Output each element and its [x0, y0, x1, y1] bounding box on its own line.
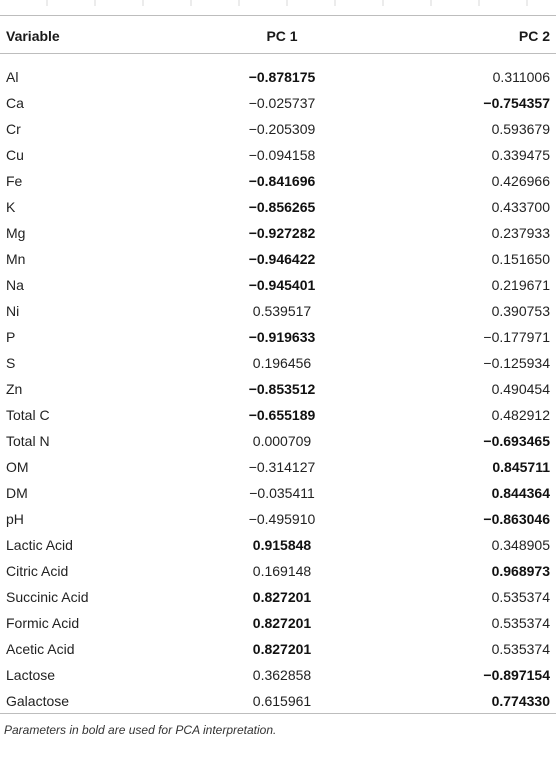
cell-pc1: 0.169148	[252, 563, 312, 579]
cell-pc2: 0.433700	[491, 199, 550, 215]
cell-variable: DM	[6, 485, 28, 501]
table-bottom-rule	[0, 713, 556, 714]
cell-variable: Mg	[6, 225, 26, 241]
table-top-rule	[0, 15, 556, 16]
table-row	[0, 298, 556, 324]
cell-pc2: −0.125934	[483, 355, 550, 371]
cell-pc1: −0.946422	[248, 251, 316, 267]
cell-pc2: 0.535374	[491, 589, 550, 605]
table-row	[0, 168, 556, 194]
cell-variable: S	[6, 355, 16, 371]
cell-pc2: −0.693465	[483, 433, 550, 449]
cell-pc2: 0.426966	[491, 173, 550, 189]
cell-pc1: −0.025737	[248, 95, 316, 111]
table-row	[0, 688, 556, 714]
table-row	[0, 324, 556, 350]
table-row	[0, 558, 556, 584]
cell-pc2: 0.151650	[491, 251, 550, 267]
table-row	[0, 90, 556, 116]
table-row	[0, 54, 556, 91]
cell-variable: Total C	[6, 407, 50, 423]
table-row	[0, 272, 556, 298]
cell-variable: Citric Acid	[6, 563, 69, 579]
cell-pc1: 0.362858	[252, 667, 312, 683]
header-variable: Variable	[6, 28, 60, 44]
header-pc1: PC 1	[266, 28, 298, 44]
cell-pc2: 0.535374	[491, 641, 550, 657]
table-row	[0, 402, 556, 428]
cell-variable: Lactic Acid	[6, 537, 73, 553]
cell-pc1: −0.655189	[248, 407, 316, 423]
table-row	[0, 532, 556, 558]
cell-pc2: −0.177971	[483, 329, 550, 345]
cell-variable: Ni	[6, 303, 20, 319]
cell-variable: Ca	[6, 95, 24, 111]
table-row	[0, 480, 556, 506]
cell-variable: Zn	[6, 381, 23, 397]
cropped-caption-fragment	[0, 0, 556, 6]
cell-pc2: 0.845711	[492, 459, 550, 475]
cell-variable: OM	[6, 459, 29, 475]
cell-pc2: 0.774330	[491, 693, 550, 709]
cell-variable: Succinic Acid	[6, 589, 89, 605]
cell-pc1: 0.196456	[252, 355, 312, 371]
cell-pc2: 0.237933	[491, 225, 550, 241]
cell-pc1: 0.539517	[252, 303, 312, 319]
cell-pc1: 0.615961	[252, 693, 312, 709]
table-footnote: Parameters in bold are used for PCA interpretation.	[4, 723, 277, 737]
cell-pc2: 0.844364	[491, 485, 550, 501]
cell-pc1: 0.827201	[252, 589, 312, 605]
table-row	[0, 636, 556, 662]
table-row	[0, 116, 556, 142]
cell-pc1: −0.495910	[248, 511, 316, 527]
table-header-row	[0, 19, 556, 54]
cell-pc1: −0.035411	[249, 485, 315, 501]
pca-loadings-table	[0, 19, 556, 714]
cell-pc2: 0.968973	[491, 563, 550, 579]
cell-pc1: 0.827201	[252, 641, 312, 657]
cell-variable: Total N	[6, 433, 50, 449]
cell-pc2: 0.535374	[491, 615, 550, 631]
cell-variable: pH	[6, 511, 24, 527]
cell-pc1: −0.841696	[248, 173, 316, 189]
table-row	[0, 194, 556, 220]
cell-pc1: −0.945401	[248, 277, 316, 293]
cell-variable: P	[6, 329, 16, 345]
table-row	[0, 142, 556, 168]
table-row	[0, 350, 556, 376]
cell-pc2: 0.339475	[491, 147, 550, 163]
cell-variable: Acetic Acid	[6, 641, 75, 657]
cell-pc1: −0.094158	[248, 147, 316, 163]
cell-pc1: 0.827201	[252, 615, 312, 631]
cell-variable: Formic Acid	[6, 615, 80, 631]
cell-variable: Cr	[6, 121, 21, 137]
cell-pc1: −0.856265	[248, 199, 316, 215]
cell-pc2: 0.482912	[491, 407, 550, 423]
cell-pc2: −0.863046	[483, 511, 550, 527]
cell-pc2: 0.348905	[491, 537, 550, 553]
cell-pc1: −0.919633	[248, 329, 316, 345]
cell-variable: Na	[6, 277, 24, 293]
cell-pc2: 0.593679	[491, 121, 550, 137]
cell-pc1: −0.927282	[248, 225, 316, 241]
cell-pc2: 0.311006	[492, 69, 550, 85]
cell-pc2: 0.390753	[491, 303, 550, 319]
cell-variable: Lactose	[6, 667, 56, 683]
cell-pc2: 0.219671	[491, 277, 550, 293]
cell-pc2: 0.490454	[491, 381, 550, 397]
cell-variable: Galactose	[6, 693, 70, 709]
table-row	[0, 246, 556, 272]
cell-pc1: −0.314127	[248, 459, 316, 475]
cell-variable: Cu	[6, 147, 24, 163]
cell-pc2: −0.754357	[483, 95, 550, 111]
header-pc2: PC 2	[518, 28, 550, 44]
cell-pc1: −0.205309	[248, 121, 316, 137]
cell-pc1: −0.853512	[248, 381, 316, 397]
cell-variable: K	[6, 199, 16, 215]
cell-variable: Fe	[6, 173, 23, 189]
table-row	[0, 506, 556, 532]
table-row	[0, 376, 556, 402]
table-row	[0, 584, 556, 610]
table-row	[0, 610, 556, 636]
cell-pc1: 0.000709	[252, 433, 312, 449]
table-row	[0, 220, 556, 246]
cell-pc1: −0.878175	[248, 69, 316, 85]
cell-pc2: −0.897154	[483, 667, 550, 683]
table-body	[0, 54, 556, 715]
cell-pc1: 0.915848	[252, 537, 312, 553]
cell-variable: Mn	[6, 251, 26, 267]
table-row	[0, 662, 556, 688]
table-row	[0, 454, 556, 480]
cell-variable: Al	[6, 69, 19, 85]
table-row	[0, 428, 556, 454]
